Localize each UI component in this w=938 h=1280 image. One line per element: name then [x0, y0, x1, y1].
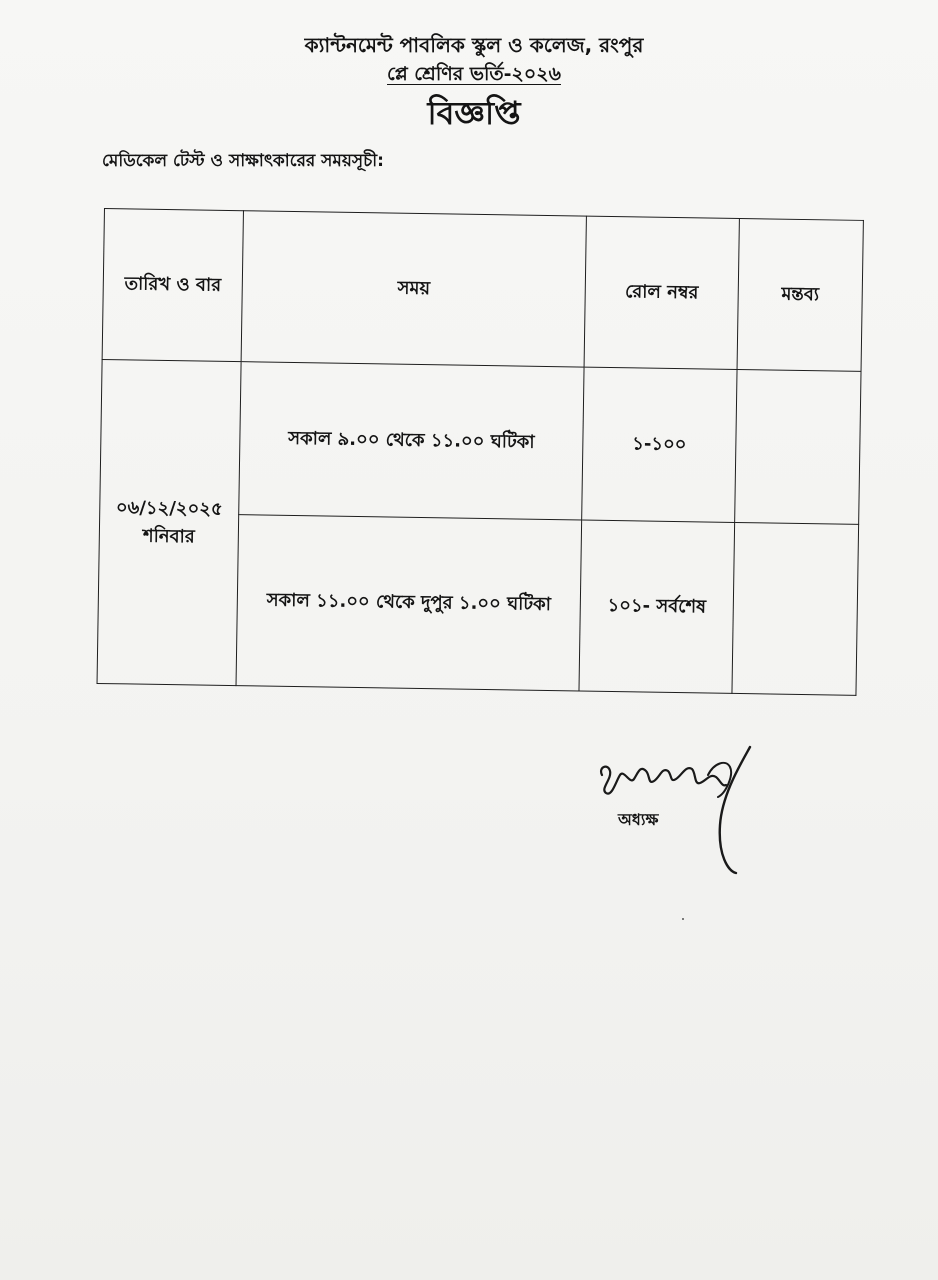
- table-header-row: [102, 209, 863, 372]
- notice-title: বিজ্ঞপ্তি: [427, 94, 521, 132]
- schedule-day: শনিবার: [142, 525, 195, 547]
- table-row: [100, 359, 861, 524]
- admission-title: প্লে শ্রেণির ভর্তি-২০২৬: [387, 63, 561, 85]
- time-cell: সকাল ৯.০০ থেকে ১১.০০ ঘটিকা: [239, 362, 584, 520]
- signature-block: [590, 745, 760, 885]
- signature-scribble: [590, 745, 760, 885]
- signatory-designation: অধ্যক্ষ: [618, 810, 659, 829]
- header-date-day: তারিখ ও বার: [102, 209, 243, 362]
- paper-speck: [682, 918, 684, 920]
- document-header: [0, 30, 938, 136]
- remarks-cell: [732, 522, 859, 695]
- header-remarks: মন্তব্য: [737, 218, 863, 371]
- institution-name: ক্যান্টনমেন্ট পাবলিক স্কুল ও কলেজ, রংপুর: [304, 33, 644, 57]
- schedule-table: [97, 208, 864, 696]
- header-time: সময়: [241, 211, 586, 367]
- time-cell: সকাল ১১.০০ থেকে দুপুর ১.০০ ঘটিকা: [236, 515, 582, 691]
- header-roll-number: রোল নম্বর: [584, 216, 739, 369]
- remarks-cell: [735, 369, 861, 524]
- roll-cell: ১-১০০: [582, 367, 737, 522]
- schedule-date: ০৬/১২/২০২৫: [115, 496, 223, 520]
- roll-cell: ১০১- সর্বশেষ: [579, 520, 735, 693]
- date-day-cell: [97, 359, 241, 685]
- schedule-subtitle: মেডিকেল টেস্ট ও সাক্ষাৎকারের সময়সূচী:: [102, 151, 384, 171]
